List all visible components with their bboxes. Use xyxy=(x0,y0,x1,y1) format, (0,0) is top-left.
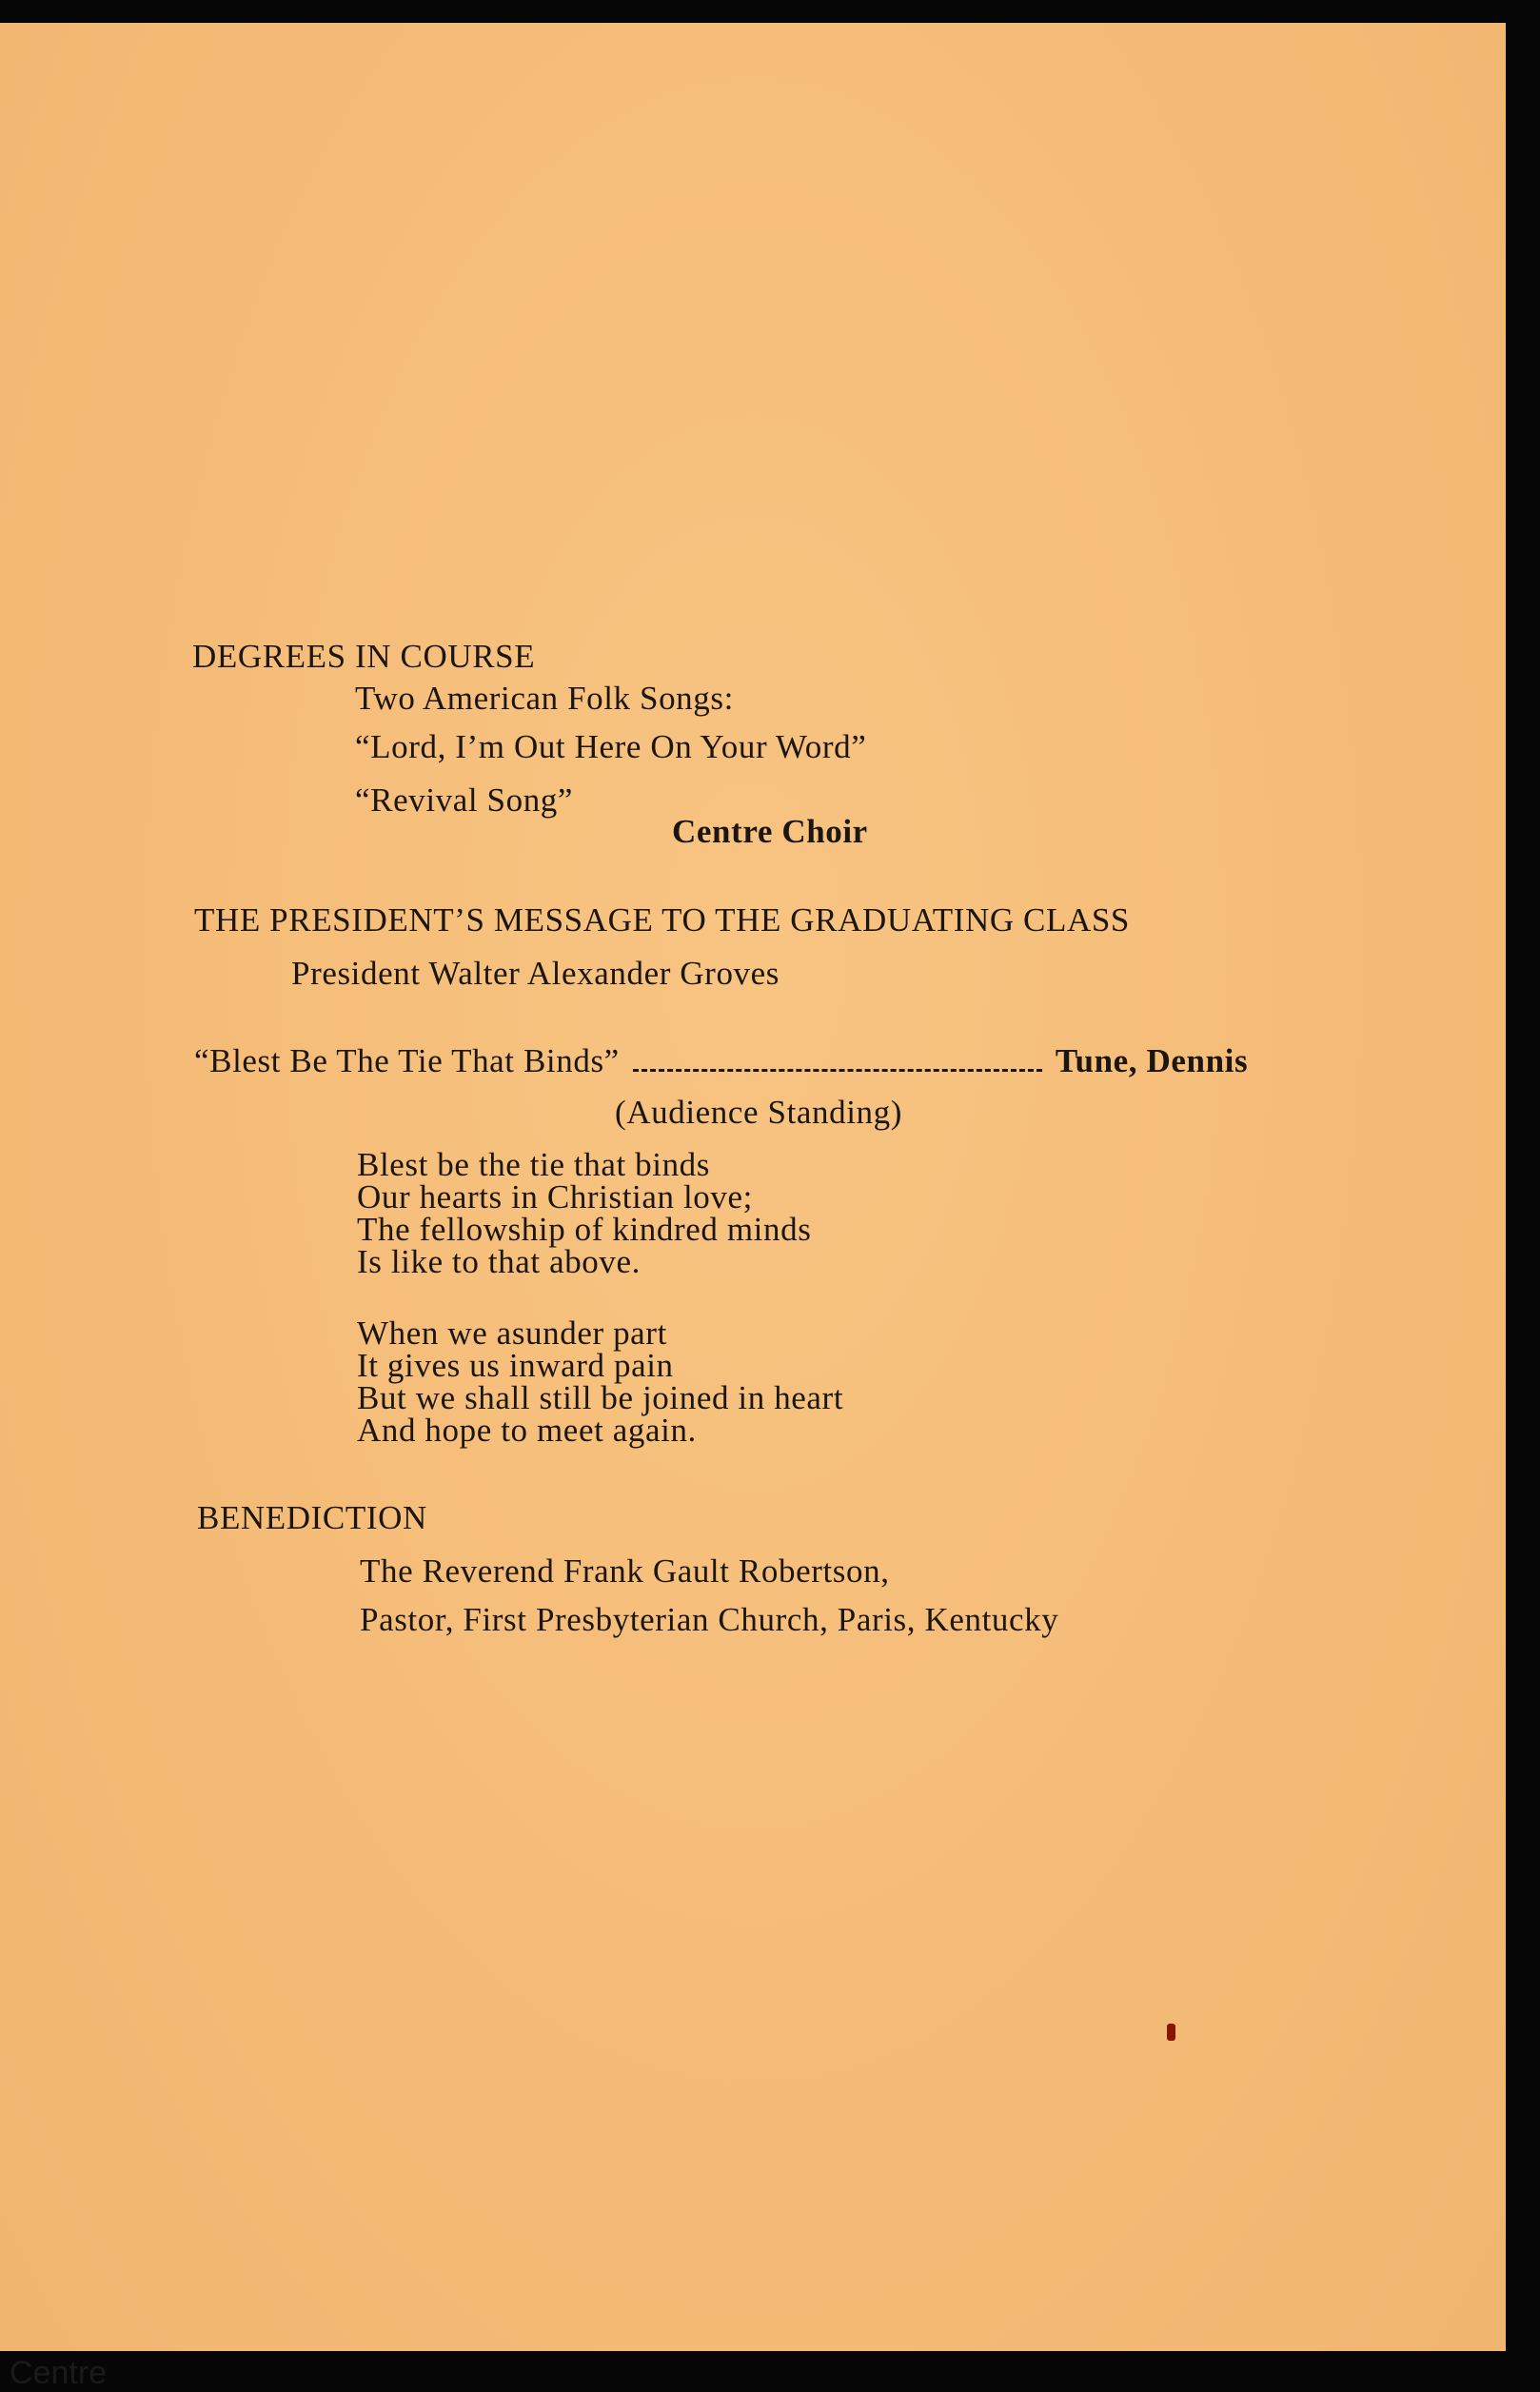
message-heading: THE PRESIDENT’S MESSAGE TO THE GRADUATING CLASS xyxy=(194,901,1130,939)
song-title: “Lord, I’m Out Here On Your Word” xyxy=(355,728,867,765)
ink-mark xyxy=(1167,2024,1175,2041)
leader-dots xyxy=(633,1069,1042,1072)
lyric-line: Our hearts in Christian love; xyxy=(357,1178,753,1216)
speaker: President Walter Alexander Groves xyxy=(291,955,780,992)
benediction-heading: BENEDICTION xyxy=(197,1499,427,1536)
officiant: The Reverend Frank Gault Robertson, xyxy=(360,1552,890,1590)
lyric-line: The fellowship of kindred minds xyxy=(357,1211,812,1248)
lyric-line: When we asunder part xyxy=(357,1315,667,1352)
officiant-title: Pastor, First Presbyterian Church, Paris, Kentucky xyxy=(360,1601,1059,1638)
lyric-line: Is like to that above. xyxy=(357,1243,641,1280)
folk-songs-intro: Two American Folk Songs: xyxy=(355,680,734,717)
lyric-line: Blest be the tie that binds xyxy=(357,1146,711,1183)
degrees-heading: DEGREES IN COURSE xyxy=(192,638,536,675)
performer: Centre Choir xyxy=(672,813,868,850)
hymn-tune: Tune, Dennis xyxy=(1055,1042,1249,1079)
lyric-line: And hope to meet again. xyxy=(357,1412,697,1449)
lyric-line: But we shall still be joined in heart xyxy=(357,1379,844,1416)
song-title: “Revival Song” xyxy=(355,781,574,819)
watermark: Centre xyxy=(10,2355,108,2391)
hymn-title: “Blest Be The Tie That Binds” xyxy=(194,1042,620,1079)
program-page xyxy=(0,23,1506,2351)
hymn-line xyxy=(194,1044,1248,1077)
audience-note: (Audience Standing) xyxy=(615,1094,903,1131)
lyric-line: It gives us inward pain xyxy=(357,1347,674,1384)
